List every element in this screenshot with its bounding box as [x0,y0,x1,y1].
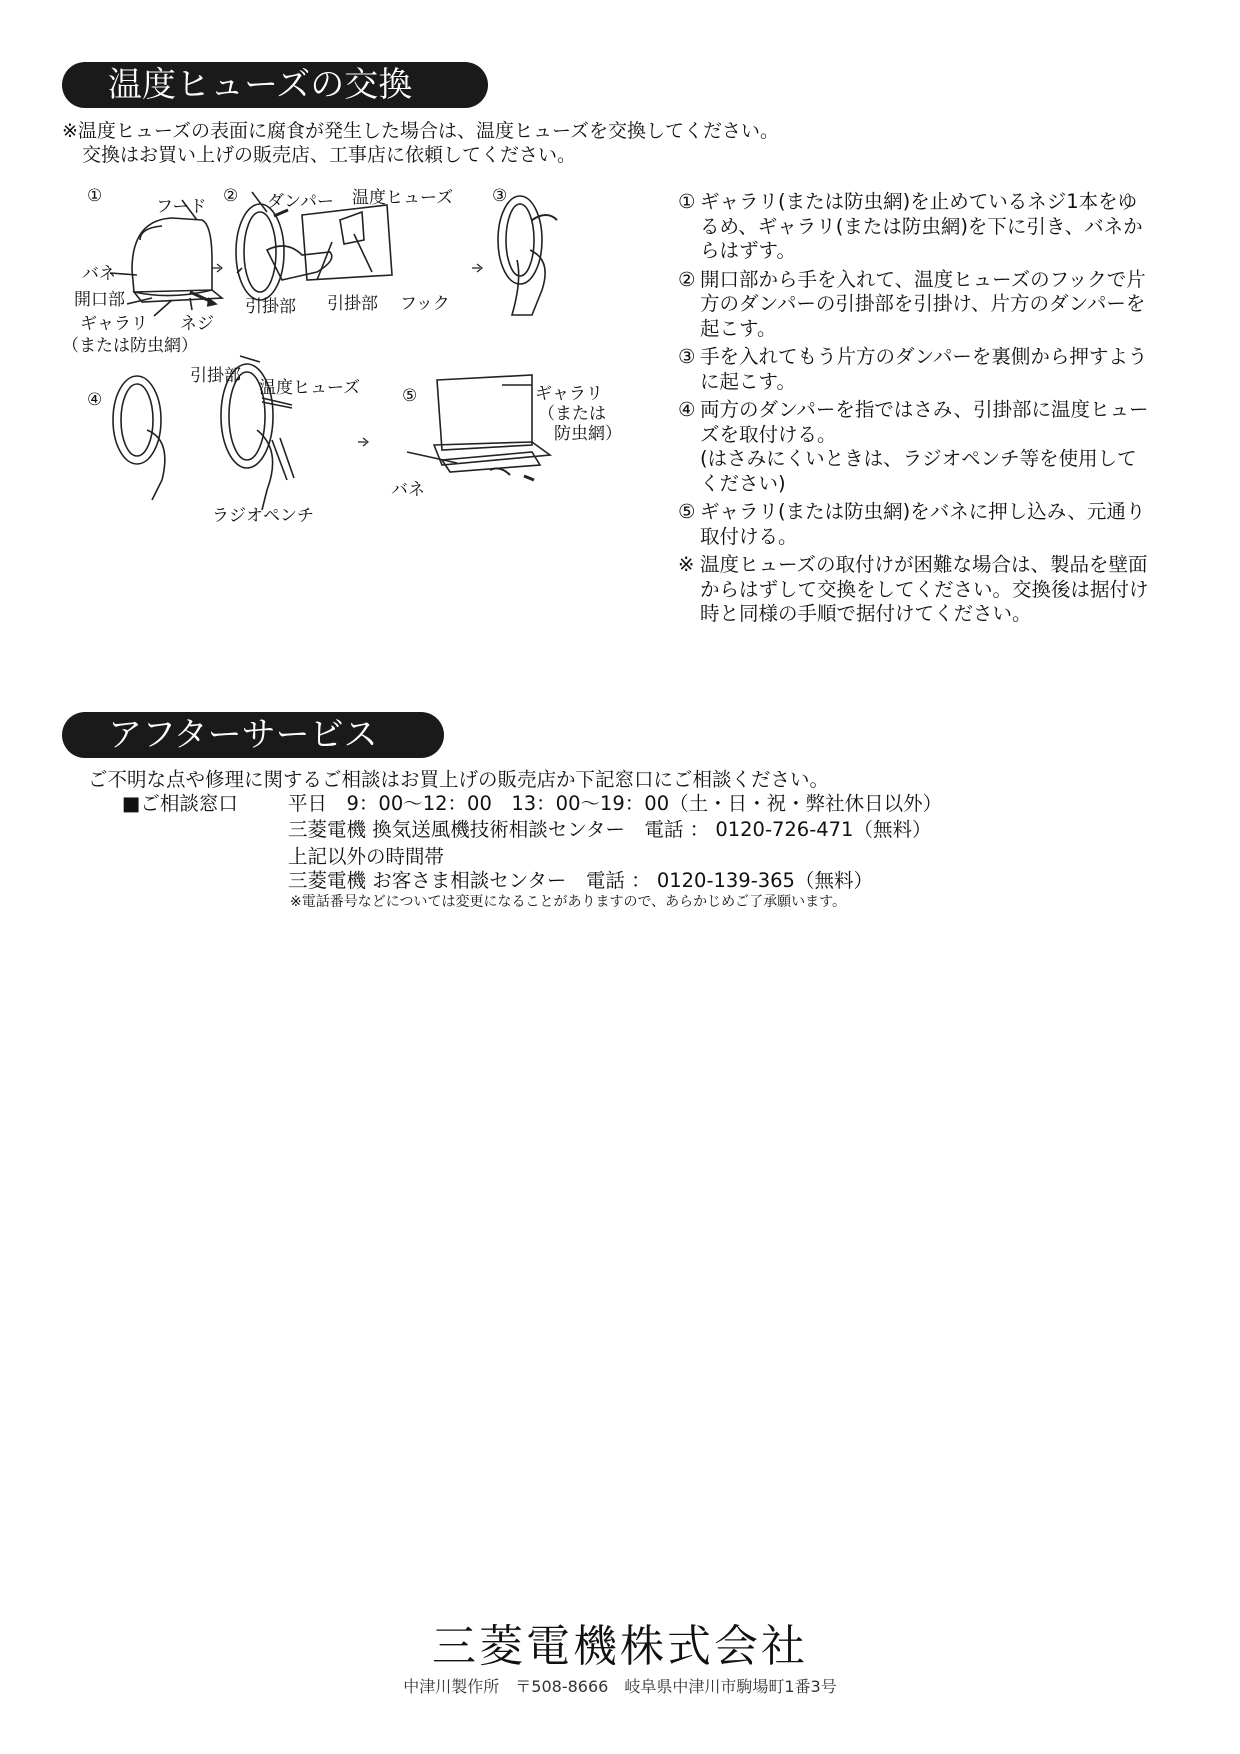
service-center2: 三菱電機 お客さま相談センター 電話 ： 0120-139-365（無料） [288,869,873,892]
fuse-note-line1: ※温度ヒューズの表面に腐食が発生した場合は、温度ヒューズを交換してください。 [62,120,780,142]
step-line: 両方のダンパーを指ではさみ、引掛部に温度ヒュー [700,398,1149,421]
label-mesh-a: （または防虫網） [62,336,198,356]
service-intro: ご不明な点や修理に関するご相談はお買上げの販売店か下記窓口にご相談ください。 [88,768,830,791]
step-line: 取付ける。 [700,524,798,548]
label-gallery-b: ギャラリ [535,384,603,404]
step-number-2: ② [223,186,239,206]
step-marker: ① [678,190,696,213]
label-fuse-a: 温度ヒューズ [352,188,454,208]
step-5 [678,500,1198,549]
service-hours: 平日 9：00～12：00 13：00～19：00（土・日・祝・弊社休日以外） [288,792,943,815]
step-marker: ③ [678,345,696,368]
section-title-fuse: 温度ヒューズの交換 [62,62,488,108]
step-number-3: ③ [492,186,508,206]
step-number-4: ④ [87,390,103,410]
label-hood: フード [156,197,207,217]
service-other-hours: 上記以外の時間帯 [288,845,445,868]
service-footnote: ※電話番号などについては変更になることがありますので、あらかじめご了承願います。 [290,894,847,910]
step-line: 時と同様の手順で据付けてください。 [700,602,1032,625]
step-line: 温度ヒューズの取付けが困難な場合は、製品を壁面 [700,553,1148,576]
step-4 [678,398,1198,496]
label-damper: ダンパー [267,192,334,212]
fuse-replacement-illustration [62,180,642,550]
replacement-steps [678,190,1198,631]
step-line: ください) [700,471,786,495]
step-marker: ④ [678,398,696,421]
label-hook-c: 引掛部 [190,366,241,386]
label-bane-a: バネ [82,264,116,284]
label-gallery-a: ギャラリ [80,314,148,334]
section-title-after-service: アフターサービス [62,712,444,758]
label-bane-b: バネ [391,480,425,500]
label-hook-a: 引掛部 [245,297,296,317]
step-2 [678,268,1198,342]
step-line: ズを取付ける。 [700,422,837,446]
label-mata: （または [538,404,606,424]
service-center1: 三菱電機 換気送風機技術相談センター 電話 ： 0120-726-471（無料） [288,818,932,841]
step-marker: ※ [678,553,695,576]
step-number-5: ⑤ [402,386,418,406]
step-3 [678,345,1198,394]
label-opening: 開口部 [74,290,125,310]
step-line: らはずす。 [700,239,796,262]
step-line: 開口部から手を入れて、温度ヒューズのフックで片 [700,267,1146,291]
step-marker: ② [678,267,696,291]
step-line: からはずして交換をしてください。交換後は据付け [700,577,1149,601]
step-line: 手を入れてもう片方のダンパーを裏側から押すよう [700,345,1148,368]
fuse-note-line2: 交換はお買い上げの販売店、工事店に依頼してください。 [82,144,577,166]
step-marker: ⑤ [678,500,696,523]
step-number-1: ① [87,186,103,206]
step-line: 方のダンパーの引掛部を引掛け、片方のダンパーを [700,292,1146,315]
step-line: ギャラリ(または防虫網)を止めているネジ1本をゆ [700,190,1138,213]
label-mesh-b: 防虫網） [554,424,622,444]
step-line: に起こす。 [700,369,796,393]
step-line: るめ、ギャラリ(または防虫網)を下に引き、バネか [700,214,1143,238]
company-address: 中津川製作所 〒508-8666 岐阜県中津川市駒場町1番3号 [403,1677,837,1696]
illustration-drawing [62,180,642,550]
step-line: 起こす。 [700,316,777,340]
service-window-label: ■ご相談窓口 [122,792,238,815]
label-neji: ネジ [180,314,214,334]
step-note [678,553,1198,627]
step-line: ギャラリ(または防虫網)をバネに押し込み、元通り [700,500,1146,523]
company-name: 三菱電機株式会社 [432,1621,808,1672]
step-line: (はさみにくいときは、ラジオペンチ等を使用して [700,447,1137,470]
label-pliers: ラジオペンチ [212,506,314,526]
label-fuse-b: 温度ヒューズ [259,378,361,398]
step-1 [678,190,1198,264]
label-hook-b: 引掛部 [327,294,378,314]
label-fook: フック [400,294,450,314]
